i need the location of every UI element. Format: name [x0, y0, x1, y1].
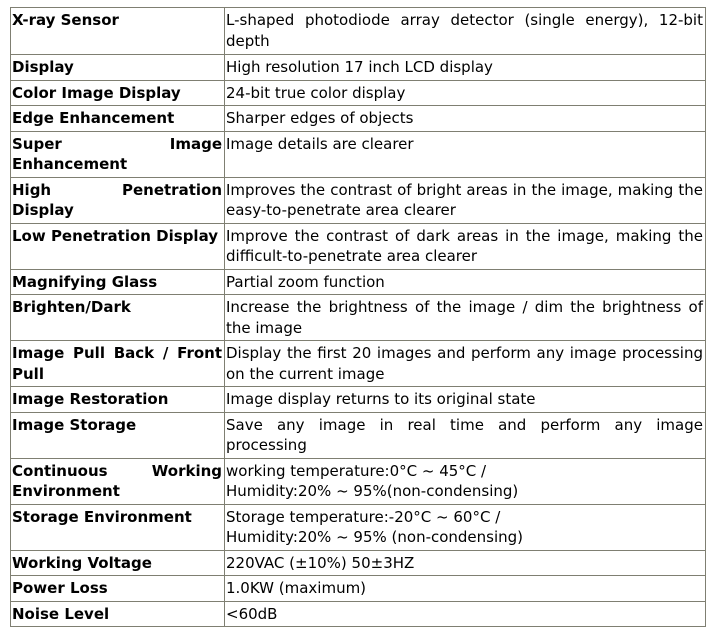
- spec-label: Noise Level: [11, 601, 225, 627]
- spec-value: [225, 504, 706, 550]
- spec-label: Power Loss: [11, 576, 225, 602]
- spec-label: Image Pull Back / Front Pull: [11, 341, 225, 387]
- table-row: [11, 601, 706, 627]
- spec-label: Super Image Enhancement: [11, 131, 225, 177]
- spec-value-line: Sharper edges of objects: [226, 109, 414, 127]
- table-row: [11, 412, 706, 458]
- spec-value: [225, 458, 706, 504]
- spec-label: Working Voltage: [11, 550, 225, 576]
- spec-value-line: Humidity:20% ~ 95% (non-condensing): [226, 528, 524, 546]
- spec-value: [225, 550, 706, 576]
- spec-value: [225, 223, 706, 269]
- spec-value: [225, 341, 706, 387]
- spec-value-line: High resolution 17 inch LCD display: [226, 58, 493, 76]
- table-row: [11, 223, 706, 269]
- spec-value-line: Improves the contrast of bright areas in the image, making the easy-to-penetrate area clearer: [226, 180, 703, 219]
- spec-label: Image Restoration: [11, 387, 225, 413]
- spec-label: High Penetration Display: [11, 177, 225, 223]
- spec-value: [225, 576, 706, 602]
- spec-value-line: <60dB: [226, 604, 278, 623]
- spec-label: Edge Enhancement: [11, 106, 225, 132]
- spec-value: [225, 8, 706, 55]
- spec-value-line: Increase the brightness of the image / dim the brightness of the image: [226, 298, 703, 337]
- spec-label: X-ray Sensor: [11, 8, 225, 55]
- spec-value-line: Storage temperature:-20°C ~ 60°C /: [226, 507, 501, 526]
- spec-value-line: 220VAC (±10%) 50±3HZ: [226, 553, 415, 572]
- spec-table-body: [11, 8, 706, 627]
- table-row: [11, 177, 706, 223]
- table-row: [11, 8, 706, 55]
- table-row: [11, 504, 706, 550]
- spec-value-line: L-shaped photodiode array detector (single energy), 12-bit depth: [226, 11, 703, 50]
- table-row: [11, 269, 706, 295]
- spec-label: Magnifying Glass: [11, 269, 225, 295]
- spec-value: [225, 55, 706, 81]
- spec-value: [225, 412, 706, 458]
- table-row: [11, 131, 706, 177]
- spec-value-line: working temperature:0°C ~ 45°C /: [226, 461, 487, 480]
- spec-value: [225, 601, 706, 627]
- spec-value-line: Save any image in real time and perform any image processing: [226, 415, 703, 454]
- table-row: [11, 295, 706, 341]
- table-row: [11, 80, 706, 106]
- spec-value: [225, 80, 706, 106]
- spec-value-line: 1.0KW (maximum): [226, 579, 367, 597]
- spec-label: Display: [11, 55, 225, 81]
- spec-value-line: Display the first 20 images and perform any image processing on the current image: [226, 344, 703, 383]
- spec-value-line: Improve the contrast of dark areas in the image, making the difficult-to-penetrate area clearer: [226, 226, 703, 265]
- spec-value-line: Image details are clearer: [226, 134, 414, 153]
- table-row: [11, 458, 706, 504]
- spec-table: [10, 7, 706, 627]
- spec-label: Brighten/Dark: [11, 295, 225, 341]
- spec-label: Continuous Working Environment: [11, 458, 225, 504]
- table-row: [11, 341, 706, 387]
- spec-value-line: Humidity:20% ~ 95%(non-condensing): [226, 482, 519, 500]
- spec-value: [225, 106, 706, 132]
- spec-value: [225, 387, 706, 413]
- spec-value: [225, 177, 706, 223]
- spec-value: [225, 269, 706, 295]
- table-row: [11, 387, 706, 413]
- table-row: [11, 106, 706, 132]
- table-row: [11, 550, 706, 576]
- table-row: [11, 576, 706, 602]
- spec-value: [225, 131, 706, 177]
- spec-value-line: Image display returns to its original state: [226, 390, 536, 408]
- spec-value: [225, 295, 706, 341]
- spec-label: Color Image Display: [11, 80, 225, 106]
- spec-label: Low Penetration Display: [11, 223, 225, 269]
- spec-value-line: 24-bit true color display: [226, 83, 406, 102]
- spec-label: Image Storage: [11, 412, 225, 458]
- table-row: [11, 55, 706, 81]
- spec-label: Storage Environment: [11, 504, 225, 550]
- spec-value-line: Partial zoom function: [226, 272, 385, 291]
